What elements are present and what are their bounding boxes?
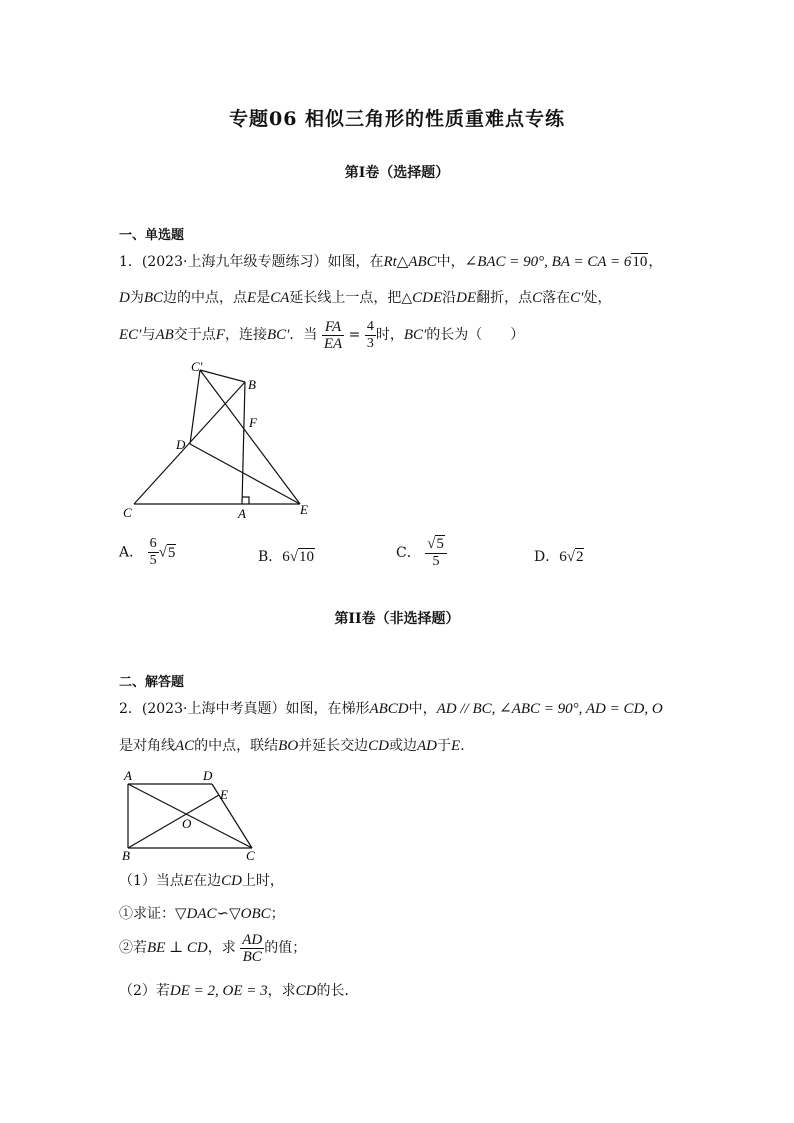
q2-part-1: （1）当点E在边CD上时， xyxy=(119,873,284,889)
label-b: B xyxy=(248,377,256,392)
page-title: 专题06 相似三角形的性质重难点专练 xyxy=(228,108,566,130)
label-e: E xyxy=(300,502,308,517)
label-a: A xyxy=(238,506,246,521)
q2-figure xyxy=(118,766,268,864)
q2-part-2: （2）若DE = 2, OE = 3，求CD的长． xyxy=(119,983,359,999)
q2-part-1-ii: ②若BE ⊥ CD，求 $\frac{AD}{BC}$ 的值； xyxy=(119,931,307,965)
choice-a[interactable]: A． $\frac{6}{5}$ √5 xyxy=(119,536,176,568)
label-c: C xyxy=(246,848,255,863)
label-d: D xyxy=(203,768,213,783)
fraction-4-3: $\frac{4}{3}$ xyxy=(366,318,374,351)
label-b: B xyxy=(122,848,130,863)
q1-line-3: EC′与AB交于点F，连接BC′．当 $\frac{FA}{EA}$ = $\frac{4}{3}$ 时，BC′的长为（ ） xyxy=(119,318,525,352)
label-f: F xyxy=(249,415,257,430)
q1-line-1: 1．(2023·上海九年级专题练习）如图，在Rt△ABC中，∠BAC = 90°, BA = CA = 610， xyxy=(119,254,663,270)
fraction-ad-bc: $\frac{AD}{BC}$ xyxy=(242,931,263,965)
q1-figure xyxy=(118,358,328,524)
section-one-heading: 一、单选题 xyxy=(119,228,185,243)
choice-d[interactable]: D．6√2 xyxy=(534,549,584,565)
label-e: E xyxy=(220,787,228,802)
part-two-heading: 第II卷（非选择题） xyxy=(334,611,460,627)
q2-part-1-i: ①求证：▽DAC∽▽OBC； xyxy=(119,906,285,922)
q2-line-2: 是对角线AC的中点，联结BO并延长交边CD或边AD于E． xyxy=(119,738,475,754)
choice-c[interactable]: C． $\frac{√5}{5}$ xyxy=(396,536,447,570)
label-c: C xyxy=(123,505,132,520)
section-two-heading: 二、解答题 xyxy=(119,675,185,690)
q1-line-2: D为BC边的中点，点E是CA延长线上一点，把△CDE沿DE翻折，点C落在C′处， xyxy=(119,290,612,306)
q2-line-1: 2．(2023·上海中考真题）如图，在梯形ABCD中，AD // BC, ∠ABC = 90°, AD = CD, O xyxy=(119,701,663,717)
label-c-prime: C′ xyxy=(191,359,203,374)
label-o: O xyxy=(182,816,192,831)
fraction-fa-ea: $\frac{FA}{EA}$ xyxy=(323,318,343,352)
part-one-heading: 第I卷（选择题） xyxy=(344,165,450,181)
choice-b[interactable]: B．6√10 xyxy=(258,549,315,565)
label-a: A xyxy=(124,768,132,783)
label-d: D xyxy=(176,437,186,452)
